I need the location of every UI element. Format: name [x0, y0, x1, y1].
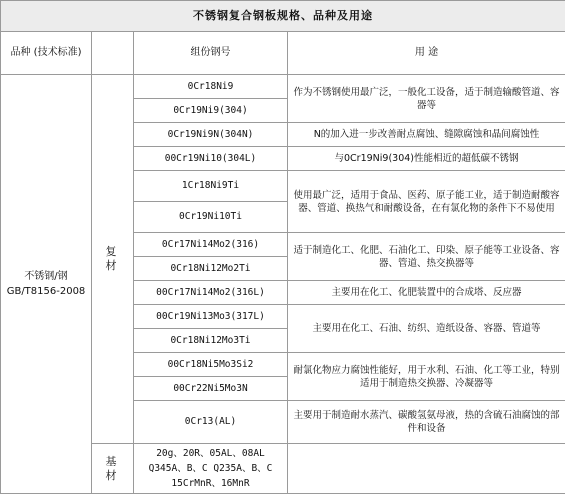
grade-cell: 0Cr17Ni14Mo2(316) [134, 233, 288, 257]
header-use: 用 途 [288, 32, 565, 75]
grade-cell: 00Cr19Ni13Mo3(317L) [134, 305, 288, 329]
grade-cell: 1Cr18Ni9Ti [134, 171, 288, 202]
base-use-empty [288, 444, 565, 494]
grade-cell: 0Cr19Ni9(304) [134, 99, 288, 123]
grade-cell: 00Cr18Ni5Mo3Si2 [134, 353, 288, 377]
grade-cell: 0Cr18Ni12Mo3Ti [134, 329, 288, 353]
use-cell: 适于制造化工、化肥、石油化工、印染、原子能等工业设备、容器、管道、热交换器等 [288, 233, 565, 281]
grade-cell: 0Cr18Ni9 [134, 75, 288, 99]
grade-cell: 00Cr22Ni5Mo3N [134, 377, 288, 401]
base-grade-line: Q345A、B、C Q235A、B、C [138, 461, 283, 476]
grade-cell: 0Cr18Ni12Mo2Ti [134, 257, 288, 281]
header-grade: 组份钢号 [134, 32, 288, 75]
use-cell: 作为不锈钢使用最广泛，一般化工设备，适于制造输酸管道、容器等 [288, 75, 565, 123]
use-cell: N的加入进一步改善耐点腐蚀、缝隙腐蚀和晶间腐蚀性 [288, 123, 565, 147]
grade-cell: 0Cr19Ni9N(304N) [134, 123, 288, 147]
use-cell: 主要用在化工、化肥装置中的合成塔、反应器 [288, 281, 565, 305]
base-grade-line: 20g、20R、05AL、08AL [138, 446, 283, 461]
grade-cell: 0Cr13(AL) [134, 401, 288, 444]
use-cell: 主要用于制造耐水蒸汽、碳酸氢氨母液，热的含硫石油腐蚀的部件和设备 [288, 401, 565, 444]
grade-cell: 00Cr17Ni14Mo2(316L) [134, 281, 288, 305]
base-grade-line: 15CrMnR、16MnR [138, 476, 283, 491]
use-cell: 使用最广泛，适用于食品、医药、原子能工业，适于制造耐酸容器、管道、换热气和耐酸设备，在有氯化物的条件下不易使用 [288, 171, 565, 233]
header-variety: 品种 (技术标准) [1, 32, 92, 75]
grade-cell: 00Cr19Ni10(304L) [134, 147, 288, 171]
table-title: 不锈钢复合钢板规格、品种及用途 [1, 1, 565, 32]
use-cell: 耐氯化物应力腐蚀性能好，用于水利、石油、化工等工业，特别适用于制造热交换器、冷凝器等 [288, 353, 565, 401]
use-cell: 与0Cr19Ni9(304)性能相近的超低碳不锈钢 [288, 147, 565, 171]
use-cell: 主要用在化工、石油、纺织、造纸设备、容器、管道等 [288, 305, 565, 353]
header-blank [92, 32, 134, 75]
base-label: 基 材 [92, 444, 134, 494]
standard-cell: 不锈钢/钢 GB/T8156-2008 [1, 75, 92, 494]
base-grades-cell [134, 444, 288, 494]
clad-label: 复 材 [92, 75, 134, 444]
grade-cell: 0Cr19Ni10Ti [134, 202, 288, 233]
